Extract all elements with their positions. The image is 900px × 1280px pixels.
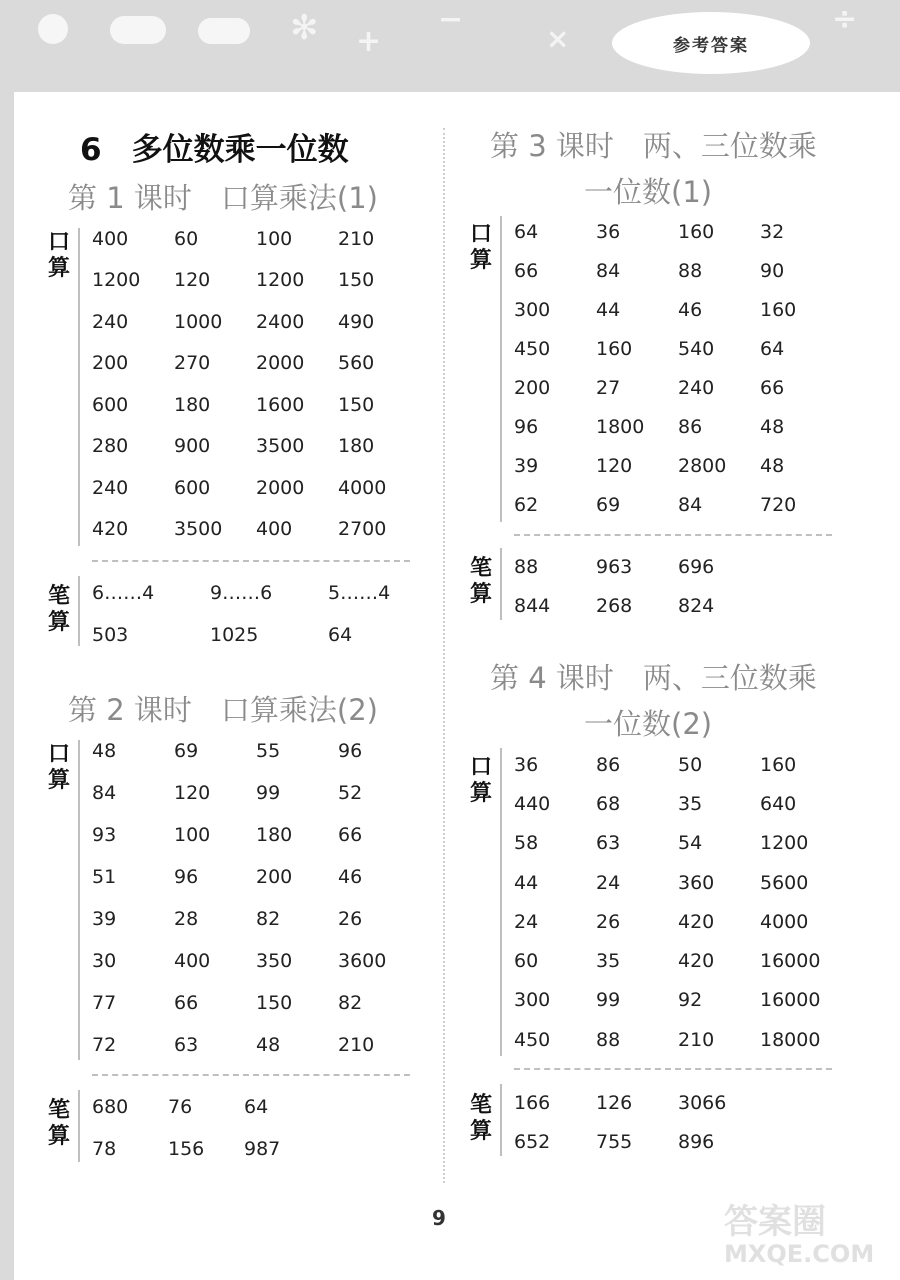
- answer-cell: 51: [92, 866, 117, 888]
- chapter-number: 6: [80, 132, 102, 168]
- answer-cell: 824: [678, 594, 715, 617]
- answer-cell: 600: [92, 393, 129, 416]
- oral-answers-grid: [92, 730, 420, 1066]
- times-icon: ×: [546, 22, 570, 55]
- answer-cell: 88: [678, 259, 703, 282]
- answer-cell: 16000: [760, 950, 821, 973]
- written-label: 笔算: [47, 584, 70, 635]
- answer-row: [92, 384, 420, 426]
- written-answers-grid: [514, 1083, 760, 1162]
- lesson-1-title: 第 1 课时 口算乘法(1): [68, 181, 378, 215]
- answer-cell: 9……6: [210, 582, 273, 604]
- answer-cell: 987: [244, 1138, 281, 1160]
- answer-cell: 180: [338, 435, 375, 458]
- answer-cell: 86: [678, 415, 703, 438]
- answer-cell: 92: [678, 989, 703, 1012]
- answer-cell: 503: [92, 624, 129, 646]
- answer-cell: 63: [596, 832, 621, 855]
- page-number: 9: [432, 1206, 446, 1230]
- oral-answers-grid: [514, 212, 842, 524]
- answer-cell: 3066: [678, 1091, 727, 1114]
- header-band: [0, 0, 900, 92]
- answer-cell: 84: [678, 493, 703, 516]
- answer-cell: 1200: [256, 269, 305, 292]
- answer-row: [92, 898, 420, 940]
- answer-cell: 26: [338, 908, 363, 930]
- watermark-logo: 答案圈: [724, 1202, 826, 1242]
- sun-icon: [38, 14, 68, 44]
- answer-cell: 652: [514, 1131, 551, 1154]
- answer-row: [92, 772, 420, 814]
- answer-cell: 600: [174, 476, 211, 499]
- answer-row: [92, 343, 420, 385]
- answer-row: [514, 902, 842, 941]
- answer-cell: 2000: [256, 476, 305, 499]
- answer-cell: 844: [514, 594, 551, 617]
- answer-cell: 78: [92, 1138, 117, 1160]
- lesson-3-title-line1: 第 3 课时 两、三位数乘: [490, 129, 817, 163]
- answer-cell: 126: [596, 1091, 633, 1114]
- answer-row: [92, 509, 420, 551]
- answer-cell: 46: [678, 298, 703, 321]
- answer-cell: 160: [678, 220, 715, 243]
- oral-answers-grid: [514, 745, 842, 1059]
- answer-cell: 696: [678, 555, 715, 578]
- answer-cell: 48: [92, 740, 117, 762]
- answer-cell: 720: [760, 493, 797, 516]
- answer-cell: 16000: [760, 989, 821, 1012]
- cloud-icon: [110, 16, 166, 44]
- answer-row: [92, 982, 420, 1024]
- left-margin-band: [0, 92, 14, 1280]
- answer-cell: 30: [92, 950, 117, 972]
- answer-cell: 96: [514, 415, 539, 438]
- answer-cell: 120: [596, 454, 633, 477]
- answer-row: [514, 981, 842, 1020]
- answer-cell: 48: [256, 1034, 281, 1056]
- answer-cell: 58: [514, 832, 539, 855]
- section-line: [500, 748, 502, 1056]
- answer-cell: 35: [596, 950, 621, 973]
- answer-cell: 66: [760, 376, 785, 399]
- answer-cell: 90: [760, 259, 785, 282]
- answer-cell: 64: [328, 624, 353, 646]
- answer-cell: 68: [596, 792, 621, 815]
- section-line: [78, 228, 80, 546]
- answer-row: [92, 814, 420, 856]
- answer-cell: 400: [92, 227, 129, 250]
- answer-cell: 18000: [760, 1028, 821, 1051]
- answer-cell: 540: [678, 337, 715, 360]
- answer-cell: 28: [174, 908, 199, 930]
- answer-cell: 100: [174, 824, 211, 846]
- answer-cell: 166: [514, 1091, 551, 1114]
- answer-cell: 84: [596, 259, 621, 282]
- answer-row: [514, 251, 842, 290]
- answer-cell: 420: [92, 518, 129, 541]
- section-line: [500, 548, 502, 620]
- oral-label: 口算: [469, 755, 492, 806]
- lesson-4-title-line1: 第 4 课时 两、三位数乘: [490, 661, 817, 695]
- answer-cell: 26: [596, 910, 621, 933]
- answer-cell: 450: [514, 337, 551, 360]
- answer-row: [92, 260, 420, 302]
- answer-row: [92, 1024, 420, 1066]
- answer-row: [92, 467, 420, 509]
- answer-cell: 490: [338, 310, 375, 333]
- chapter-heading: [80, 124, 349, 169]
- answer-cell: 150: [338, 269, 375, 292]
- snowflake-icon: ✻: [290, 8, 319, 48]
- written-label: 笔算: [47, 1098, 70, 1149]
- answer-cell: 44: [596, 298, 621, 321]
- answer-cell: 4000: [760, 910, 809, 933]
- answer-cell: 896: [678, 1131, 715, 1154]
- answer-cell: 36: [596, 220, 621, 243]
- written-answers-grid: [92, 572, 418, 656]
- answer-cell: 50: [678, 753, 703, 776]
- section-line: [78, 740, 80, 1060]
- answer-row: [92, 301, 420, 343]
- answer-cell: 240: [92, 476, 129, 499]
- answer-cell: 69: [596, 493, 621, 516]
- answer-cell: 200: [92, 352, 129, 375]
- answer-cell: 400: [256, 518, 293, 541]
- lesson-2-title: 第 2 课时 口算乘法(2): [68, 693, 378, 727]
- answer-cell: 240: [678, 376, 715, 399]
- answer-row: [92, 426, 420, 468]
- answer-cell: 66: [338, 824, 363, 846]
- answer-row: [514, 290, 842, 329]
- answer-cell: 150: [256, 992, 293, 1014]
- answer-cell: 55: [256, 740, 281, 762]
- answer-cell: 350: [256, 950, 293, 972]
- oral-label: 口算: [47, 230, 70, 281]
- answer-cell: 120: [174, 269, 211, 292]
- answer-row: [92, 856, 420, 898]
- answer-key-badge: 参考答案: [612, 12, 810, 74]
- oral-label: 口算: [469, 222, 492, 273]
- answer-cell: 39: [514, 454, 539, 477]
- answer-cell: 450: [514, 1028, 551, 1051]
- rain-cloud-icon: [198, 18, 250, 44]
- answer-cell: 1000: [174, 310, 223, 333]
- answer-cell: 52: [338, 782, 363, 804]
- answer-row: [514, 485, 842, 524]
- answer-cell: 64: [244, 1096, 269, 1118]
- dashed-separator: [92, 560, 410, 562]
- answer-cell: 3600: [338, 950, 387, 972]
- answer-cell: 160: [760, 298, 797, 321]
- answer-cell: 5……4: [328, 582, 391, 604]
- answer-row: [92, 218, 420, 260]
- answer-cell: 88: [514, 555, 539, 578]
- answer-cell: 39: [92, 908, 117, 930]
- answer-cell: 420: [678, 910, 715, 933]
- answer-cell: 88: [596, 1028, 621, 1051]
- answer-cell: 560: [338, 352, 375, 375]
- answer-row: [514, 1020, 842, 1059]
- answer-cell: 156: [168, 1138, 205, 1160]
- answer-cell: 1200: [760, 832, 809, 855]
- answer-cell: 268: [596, 594, 633, 617]
- answer-cell: 76: [168, 1096, 193, 1118]
- answer-cell: 96: [338, 740, 363, 762]
- answer-cell: 400: [174, 950, 211, 972]
- answer-cell: 6……4: [92, 582, 155, 604]
- answer-cell: 2000: [256, 352, 305, 375]
- answer-cell: 35: [678, 792, 703, 815]
- answer-cell: 180: [174, 393, 211, 416]
- answer-cell: 120: [174, 782, 211, 804]
- answer-row: [514, 547, 760, 586]
- answer-cell: 24: [596, 871, 621, 894]
- answer-cell: 60: [174, 227, 199, 250]
- answer-cell: 48: [760, 415, 785, 438]
- lesson-3-title-line2: 一位数(1): [584, 175, 713, 209]
- answer-cell: 150: [338, 393, 375, 416]
- answer-cell: 84: [92, 782, 117, 804]
- dashed-separator: [92, 1074, 410, 1076]
- oral-label: 口算: [47, 742, 70, 793]
- dashed-separator: [514, 1068, 832, 1070]
- answer-cell: 240: [92, 310, 129, 333]
- answer-cell: 64: [760, 337, 785, 360]
- answer-cell: 63: [174, 1034, 199, 1056]
- answer-cell: 48: [760, 454, 785, 477]
- answer-cell: 77: [92, 992, 117, 1014]
- answer-cell: 32: [760, 220, 785, 243]
- answer-cell: 200: [514, 376, 551, 399]
- answer-row: [514, 1123, 760, 1163]
- written-answers-grid: [514, 547, 760, 625]
- answer-cell: 60: [514, 950, 539, 973]
- oral-answers-grid: [92, 218, 420, 550]
- answer-row: [514, 745, 842, 784]
- answer-cell: 3500: [256, 435, 305, 458]
- answer-cell: 160: [760, 753, 797, 776]
- section-line: [78, 1090, 80, 1162]
- column-divider: [443, 128, 445, 1183]
- answer-cell: 2700: [338, 518, 387, 541]
- answer-cell: 93: [92, 824, 117, 846]
- answer-cell: 1025: [210, 624, 259, 646]
- written-label: 笔算: [469, 556, 492, 607]
- answer-row: [514, 941, 842, 980]
- answer-cell: 210: [678, 1028, 715, 1051]
- lesson-4-title-line2: 一位数(2): [584, 707, 713, 741]
- answer-cell: 755: [596, 1131, 633, 1154]
- answer-cell: 99: [596, 989, 621, 1012]
- answer-row: [514, 368, 842, 407]
- answer-cell: 62: [514, 493, 539, 516]
- answer-cell: 46: [338, 866, 363, 888]
- answer-cell: 280: [92, 435, 129, 458]
- plus-icon: +: [356, 24, 382, 59]
- answer-cell: 36: [514, 753, 539, 776]
- answer-row: [514, 407, 842, 446]
- answer-cell: 100: [256, 227, 293, 250]
- answer-row: [514, 863, 842, 902]
- answer-row: [514, 1083, 760, 1123]
- answer-cell: 420: [678, 950, 715, 973]
- chapter-title: 多位数乘一位数: [131, 132, 349, 168]
- answer-cell: 680: [92, 1096, 129, 1118]
- answer-cell: 66: [174, 992, 199, 1014]
- answer-cell: 210: [338, 227, 375, 250]
- answer-row: [514, 784, 842, 823]
- answer-cell: 180: [256, 824, 293, 846]
- written-label: 笔算: [469, 1093, 492, 1144]
- section-line: [500, 1084, 502, 1156]
- answer-cell: 2400: [256, 310, 305, 333]
- answer-cell: 4000: [338, 476, 387, 499]
- answer-cell: 1200: [92, 269, 141, 292]
- answer-cell: 96: [174, 866, 199, 888]
- answer-cell: 3500: [174, 518, 223, 541]
- answer-cell: 2800: [678, 454, 727, 477]
- watermark-url: MXQE.COM: [724, 1240, 875, 1268]
- answer-cell: 963: [596, 555, 633, 578]
- answer-cell: 1800: [596, 415, 645, 438]
- answer-cell: 27: [596, 376, 621, 399]
- answer-cell: 440: [514, 792, 551, 815]
- answer-cell: 64: [514, 220, 539, 243]
- answer-cell: 44: [514, 871, 539, 894]
- answer-row: [92, 1086, 320, 1128]
- answer-row: [514, 329, 842, 368]
- dashed-separator: [514, 534, 832, 536]
- answer-row: [514, 446, 842, 485]
- answer-cell: 82: [338, 992, 363, 1014]
- section-line: [78, 576, 80, 646]
- answer-cell: 270: [174, 352, 211, 375]
- answer-cell: 5600: [760, 871, 809, 894]
- answer-cell: 210: [338, 1034, 375, 1056]
- answer-row: [92, 614, 418, 656]
- answer-row: [514, 586, 760, 625]
- answer-cell: 900: [174, 435, 211, 458]
- answer-cell: 82: [256, 908, 281, 930]
- answer-row: [514, 212, 842, 251]
- answer-cell: 300: [514, 989, 551, 1012]
- answer-cell: 72: [92, 1034, 117, 1056]
- answer-row: [92, 1128, 320, 1170]
- answer-cell: 200: [256, 866, 293, 888]
- minus-icon: −: [438, 2, 464, 37]
- answer-cell: 99: [256, 782, 281, 804]
- answer-cell: 24: [514, 910, 539, 933]
- written-answers-grid: [92, 1086, 320, 1170]
- answer-cell: 66: [514, 259, 539, 282]
- answer-row: [92, 730, 420, 772]
- answer-cell: 360: [678, 871, 715, 894]
- answer-cell: 160: [596, 337, 633, 360]
- section-line: [500, 216, 502, 522]
- answer-cell: 640: [760, 792, 797, 815]
- answer-row: [92, 940, 420, 982]
- answer-cell: 54: [678, 832, 703, 855]
- answer-row: [92, 572, 418, 614]
- divide-icon: ÷: [832, 2, 858, 37]
- answer-cell: 69: [174, 740, 199, 762]
- answer-row: [514, 824, 842, 863]
- answer-cell: 86: [596, 753, 621, 776]
- answer-cell: 300: [514, 298, 551, 321]
- answer-cell: 1600: [256, 393, 305, 416]
